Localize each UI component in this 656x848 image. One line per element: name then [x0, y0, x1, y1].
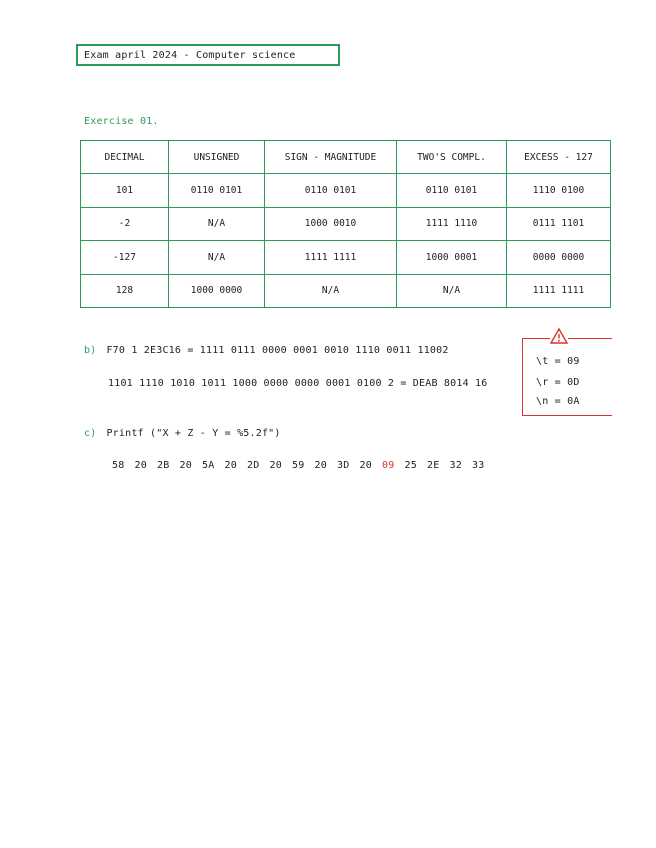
- hex-value: 3D: [337, 460, 350, 471]
- note-newline: \n = 0A: [536, 396, 580, 407]
- hex-value: 20: [359, 460, 372, 471]
- table-cell: 1000 0000: [169, 274, 265, 307]
- table-header-row: [81, 141, 611, 174]
- table-cell: 1000 0001: [397, 241, 507, 274]
- hex-value: 32: [449, 460, 462, 471]
- note-carriage-return: \r = 0D: [536, 377, 580, 388]
- table-cell: -127: [81, 241, 169, 274]
- hex-value: 20: [269, 460, 282, 471]
- table-cell: 1000 0010: [265, 207, 397, 240]
- hex-value: 58: [112, 460, 125, 471]
- hex-values-row: [112, 460, 495, 471]
- hex-value: 25: [404, 460, 417, 471]
- note-tab: \t = 09: [536, 356, 580, 367]
- header-decimal: DECIMAL: [81, 141, 169, 174]
- hex-value: 20: [134, 460, 147, 471]
- hex-value: 2B: [157, 460, 170, 471]
- hex-value: 20: [179, 460, 192, 471]
- part-c-expression: Printf ("X + Z - Y = %5.2f"): [106, 428, 281, 439]
- table-cell: 0110 0101: [265, 174, 397, 207]
- table-row: [81, 174, 611, 207]
- hex-value: 20: [224, 460, 237, 471]
- hex-value: 59: [292, 460, 305, 471]
- table-cell: N/A: [169, 207, 265, 240]
- table-cell: 0110 0101: [397, 174, 507, 207]
- warning-icon: [550, 328, 568, 344]
- hex-value: 2D: [247, 460, 260, 471]
- table-row: [81, 207, 611, 240]
- table-cell: N/A: [169, 241, 265, 274]
- part-c-label: c): [84, 428, 97, 439]
- table-cell: 128: [81, 274, 169, 307]
- hex-value: 33: [472, 460, 485, 471]
- exercise-label: Exercise 01.: [84, 116, 159, 127]
- header-sign-magnitude: SIGN - MAGNITUDE: [265, 141, 397, 174]
- table-cell: N/A: [265, 274, 397, 307]
- table-cell: -2: [81, 207, 169, 240]
- hex-value: 2E: [427, 460, 440, 471]
- table-cell: 1110 0100: [507, 174, 611, 207]
- hex-value-highlighted: 09: [382, 460, 395, 471]
- header-excess-127: EXCESS - 127: [507, 141, 611, 174]
- part-b-line-2: 1101 1110 1010 1011 1000 0000 0000 0001 0100 2 = DEAB 8014 16: [108, 378, 488, 389]
- table-cell: 0111 1101: [507, 207, 611, 240]
- table-cell: 0000 0000: [507, 241, 611, 274]
- table-cell: 1111 1111: [507, 274, 611, 307]
- header-twos-complement: TWO'S COMPL.: [397, 141, 507, 174]
- header-unsigned: UNSIGNED: [169, 141, 265, 174]
- conversion-table: [80, 140, 611, 308]
- table-cell: 1111 1110: [397, 207, 507, 240]
- exam-title: Exam april 2024 - Computer science: [84, 49, 296, 61]
- hex-value: 20: [314, 460, 327, 471]
- exam-title-box: [76, 44, 340, 66]
- part-b-label: b): [84, 345, 97, 356]
- table-row: [81, 274, 611, 307]
- part-c-line: [84, 428, 281, 439]
- table-cell: 101: [81, 174, 169, 207]
- part-b-line-1: [84, 345, 449, 356]
- hex-value: 5A: [202, 460, 215, 471]
- table-cell: 1111 1111: [265, 241, 397, 274]
- part-b-conversion: F70 1 2E3C16 = 1111 0111 0000 0001 0010 1110 0011 11002: [106, 345, 449, 356]
- table-row: [81, 241, 611, 274]
- table-cell: 0110 0101: [169, 174, 265, 207]
- table-cell: N/A: [397, 274, 507, 307]
